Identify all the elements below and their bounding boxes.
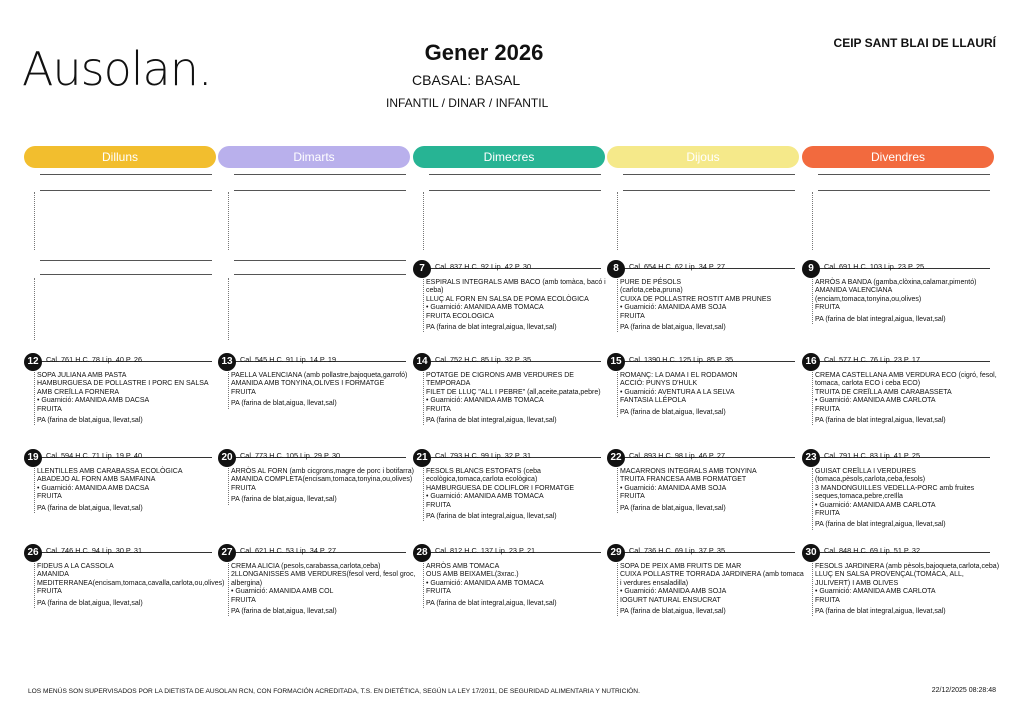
menu-dish: PURE DE PÉSOLS	[620, 279, 682, 286]
menu-dish: PAELLA VALENCIANA (amb pollastre,bajoqueta,garrofó)	[231, 372, 408, 379]
day-number-badge: 14	[413, 353, 431, 371]
menu-dish: TRUITA FRANCESA AMB FORMATGET	[620, 476, 747, 484]
menu-dish: ARRÒS A BANDA (gamba,clòxina,calamar,pimentó)	[815, 279, 977, 286]
empty-week-divider	[34, 192, 35, 250]
menu-dish: HAMBURGUESA DE POLLASTRE I PORC EN SALSA AMB CREÏLLA FORNERA	[37, 380, 209, 396]
menu-items	[423, 468, 612, 521]
menu-dish: FRUITA ECOLOGICA	[426, 312, 494, 320]
day-header-divendres: Divendres	[802, 146, 994, 168]
empty-day-line	[234, 274, 406, 275]
menu-dish: FRUITA	[231, 484, 256, 492]
menu-dish: • Guarnició: AVENTURA A LA SELVA	[620, 388, 735, 396]
menu-items	[423, 279, 612, 332]
menu-dish: • Guarnició: AMANIDA AMB SOJA	[620, 484, 727, 492]
menu-dish: LLUÇ EN SALSA PROVENÇAL(TOMACA, ALL, JULIVERT) I AMB OLIVES	[815, 571, 964, 587]
day-number-badge: 19	[24, 449, 42, 467]
day-header-dijous: Dijous	[607, 146, 799, 168]
day-header-dimecres: Dimecres	[413, 146, 605, 168]
menu-dish: • Guarnició: AMANIDA AMB CARLOTA	[815, 501, 936, 509]
menu-items	[812, 372, 1001, 425]
menu-dish: (enciam,tomaca,tonyina,ou,olives)	[815, 295, 922, 303]
empty-week-divider	[617, 192, 618, 250]
nutrition-info: Cal. 736 H.C. 69 Lip. 37 P. 35	[629, 546, 726, 555]
menu-dish: ESPIRALS INTEGRALS AMB BACO (amb tomàca, bacó i ceba)	[426, 279, 606, 295]
menu-dish: TRUITA DE CREÏLLA AMB CARABASSETA	[815, 388, 952, 396]
menu-dish: 3 MANDONGUILLES VEDELLA-PORC amb fruites seques,tomaca,pebre,creïlla	[815, 484, 975, 501]
day-header-dilluns: Dilluns	[24, 146, 216, 168]
empty-week-divider	[423, 192, 424, 250]
menu-dish: FRUITA	[37, 588, 62, 596]
menu-dish: FRUITA	[815, 596, 840, 604]
nutrition-info: Cal. 761 H.C. 78 Lip. 40 P. 26	[46, 355, 143, 364]
menu-dish: • Guarnició: AMANIDA AMB COL	[231, 588, 334, 596]
menu-dish: FRUITA	[231, 388, 256, 396]
day-header-dimarts: Dimarts	[218, 146, 410, 168]
menu-items	[812, 468, 1001, 530]
bread-note: PA (farina de blat,aigua, llevat,sal)	[620, 408, 726, 416]
day-number-badge: 16	[802, 353, 820, 371]
menu-dish: SOPA JULIANA AMB PASTA	[37, 372, 127, 379]
bread-note: PA (farina de blat,aigua, llevat,sal)	[37, 417, 143, 425]
menu-dish: CREMA ALICIA (pesols,carabassa,carlota,ceba)	[231, 563, 381, 570]
nutrition-info: Cal. 837 H.C. 92 Lip. 42 P. 30	[435, 262, 532, 271]
menu-items	[228, 372, 417, 409]
menu-items	[617, 372, 806, 417]
empty-week-divider	[812, 192, 813, 250]
bread-note: PA (farina de blat integral,aigua, llevat,sal)	[815, 521, 946, 529]
bread-note: PA (farina de blat integral,aigua, llevat,sal)	[426, 417, 557, 425]
nutrition-info: Cal. 545 H.C. 91 Lip. 14 P. 19	[240, 355, 337, 364]
day-number-badge: 7	[413, 260, 431, 278]
menu-dish: FRUITA	[620, 493, 645, 501]
empty-week-line	[818, 190, 990, 191]
menu-dish: ARRÒS AL FORN (amb cicgrons,magre de porc i botifarra)	[231, 468, 414, 475]
menu-dish: OUS AMB BEIXAMEL(3xrac.)	[426, 571, 519, 579]
menu-dish: FESOLS JARDINERA (amb pèsols,bajoqueta,carlota,ceba)	[815, 563, 1000, 570]
menu-dish: FRUITA	[37, 493, 62, 501]
empty-week-line	[429, 190, 601, 191]
bread-note: PA (farina de blat,aigua, llevat,sal)	[620, 608, 726, 616]
menu-items	[423, 563, 612, 608]
print-timestamp: 22/12/2025 08:28:48	[931, 687, 996, 694]
day-number-badge: 9	[802, 260, 820, 278]
day-number-badge: 23	[802, 449, 820, 467]
bread-note: PA (farina de blat,aigua, llevat,sal)	[37, 504, 143, 512]
menu-items	[423, 372, 612, 425]
empty-week-line	[429, 174, 601, 175]
school-name: CEIP SANT BLAI DE LLAURÍ	[833, 36, 996, 50]
menu-dish: FILET DE LLUÇ "ALL I PEBRE" (all,aceite,patata,pebre)	[426, 388, 601, 396]
menu-type: INFANTIL / DINAR / INFANTIL	[386, 96, 549, 110]
bread-note: PA (farina de blat,aigua, llevat,sal)	[620, 504, 726, 512]
empty-week-line	[234, 174, 406, 175]
empty-week-line	[623, 174, 795, 175]
day-number-badge: 12	[24, 353, 42, 371]
menu-dish: FRUITA	[37, 405, 62, 413]
bread-note: PA (farina de blat integral,aigua, llevat,sal)	[815, 608, 946, 616]
nutrition-info: Cal. 621 H.C. 53 Lip. 34 P. 27	[240, 546, 337, 555]
bread-note: PA (farina de blat integral,aigua, llevat,sal)	[815, 417, 946, 425]
day-number-badge: 20	[218, 449, 236, 467]
ausolan-logo: Ausolan.	[22, 42, 212, 96]
day-number-badge: 21	[413, 449, 431, 467]
menu-dish: 2LLONGANISSES AMB VERDURES(fesol verd, fesol groc, albergina)	[231, 571, 416, 587]
menu-items	[617, 468, 806, 513]
bread-note: PA (farina de blat,aigua, llevat,sal)	[620, 324, 726, 332]
menu-dish: FIDEUS A LA CASSOLA	[37, 563, 114, 570]
menu-dish: MACARRONS INTEGRALS AMB TONYINA	[620, 468, 757, 475]
menu-dish: FRUITA	[815, 510, 840, 518]
menu-dish: • Guarnició: AMANIDA AMB SOJA	[620, 588, 727, 596]
menu-dish: AMANIDA MEDITERRANEA(encisam,tomaca,cavalla,carlota,ou,olives)	[37, 571, 225, 587]
nutrition-info: Cal. 654 H.C. 62 Lip. 34 P. 27	[629, 262, 726, 271]
menu-dish: POTATGE DE CIGRONS AMB VERDURES DE TEMPORADA	[426, 372, 574, 388]
menu-items	[228, 468, 417, 505]
bread-note: PA (farina de blat,aigua, llevat,sal)	[37, 599, 143, 607]
day-number-badge: 8	[607, 260, 625, 278]
menu-dish: FRUITA	[815, 405, 840, 413]
empty-day-divider	[228, 278, 229, 340]
day-number-badge: 27	[218, 544, 236, 562]
menu-items	[812, 563, 1001, 616]
menu-dish: ROMANÇ: LA DAMA I EL RODAMON	[620, 372, 738, 379]
menu-dish: • Guarnició: AMANIDA AMB TOMACA	[426, 304, 544, 312]
day-number-badge: 28	[413, 544, 431, 562]
day-number-badge: 13	[218, 353, 236, 371]
menu-code: CBASAL: BASAL	[412, 72, 521, 88]
menu-dish: FRUITA	[426, 588, 451, 596]
menu-dish: FESOLS BLANCS ESTOFATS (ceba ecològica,tomaca,carlota ecològica)	[426, 468, 541, 484]
menu-dish: AMANIDA AMB TONYINA,OLIVES I FORMATGE	[231, 380, 385, 388]
bread-note: PA (farina de blat,aigua, llevat,sal)	[231, 400, 337, 408]
menu-dish: • Guarnició: AMANIDA AMB DACSA	[37, 484, 150, 492]
empty-day-divider	[34, 278, 35, 340]
menu-dish: FRUITA	[620, 312, 645, 320]
menu-dish: IOGURT NATURAL ENSUCRAT	[620, 596, 721, 604]
bread-note: PA (farina de blat integral,aigua, llevat,sal)	[426, 513, 557, 521]
empty-day-line	[234, 260, 406, 261]
day-number-badge: 26	[24, 544, 42, 562]
nutrition-info: Cal. 746 H.C. 94 Lip. 30 P. 31	[46, 546, 143, 555]
bread-note: PA (farina de blat integral,aigua, llevat,sal)	[426, 599, 557, 607]
menu-dish: • Guarnició: AMANIDA AMB DACSA	[37, 397, 150, 405]
bread-note: PA (farina de blat,aigua, llevat,sal)	[231, 608, 337, 616]
menu-dish: SOPA DE PEIX AMB FRUITS DE MAR	[620, 563, 742, 570]
day-number-badge: 15	[607, 353, 625, 371]
menu-dish: LLUÇ AL FORN EN SALSA DE POMA ECOLÒGICA	[426, 295, 589, 303]
menu-dish: FRUITA	[815, 304, 840, 312]
menu-dish: FANTASIA LLÉPOLA	[620, 397, 687, 405]
empty-day-line	[40, 260, 212, 261]
empty-week-divider	[228, 192, 229, 250]
day-number-badge: 30	[802, 544, 820, 562]
nutrition-info: Cal. 1390 H.C. 125 Lip. 85 P. 35	[629, 355, 734, 364]
bread-note: PA (farina de blat integral,aigua, llevat,sal)	[815, 315, 946, 323]
bread-note: PA (farina de blat integral,aigua, llevat,sal)	[426, 324, 557, 332]
menu-dish: • Guarnició: AMANIDA AMB TOMACA	[426, 579, 544, 587]
menu-dish: CREMA CASTELLANA AMB VERDURA ECO (cigró, fesol, tomaca, carlota ECO i ceba ECO)	[815, 372, 997, 388]
dietitian-note: LOS MENÚS SON SUPERVISADOS POR LA DIETISTA DE AUSOLAN RCN, CON FORMACIÓN ACREDITADA, T.S. EN DIETÉTICA, SEGÚN LA LEY 17/2011, DE SEGURIDAD ALIMENTARIA Y NUTRICIÓN.	[28, 688, 640, 695]
menu-dish: GUISAT CREÏLLA I VERDURES (tomaca,pèsols,carlota,ceba,fesols)	[815, 468, 926, 484]
menu-title: Gener 2026	[424, 40, 544, 65]
nutrition-info: Cal. 812 H.C. 137 Lip. 23 P. 21	[435, 546, 536, 555]
empty-week-line	[234, 190, 406, 191]
menu-dish: CUIXA POLLASTRE TORRADA JARDINERA (amb tomaca i verdures ensaladilla)	[620, 571, 804, 587]
menu-dish: ACCIÓ: PUNYS D'HULK	[620, 380, 698, 388]
day-number-badge: 22	[607, 449, 625, 467]
empty-week-line	[40, 190, 212, 191]
menu-dish: • Guarnició: AMANIDA AMB TOMACA	[426, 397, 544, 405]
menu-dish: HAMBURGUESA DE COLIFLOR I FORMATGE	[426, 484, 575, 492]
empty-week-line	[623, 190, 795, 191]
menu-dish: • Guarnició: AMANIDA AMB CARLOTA	[815, 397, 936, 405]
nutrition-info: Cal. 691 H.C. 103 Lip. 23 P. 25	[824, 262, 925, 271]
menu-items	[34, 468, 223, 513]
menu-items	[34, 372, 223, 425]
menu-dish: ARRÒS AMB TOMACA	[426, 563, 500, 570]
menu-dish: FRUITA	[426, 405, 451, 413]
menu-dish: • Guarnició: AMANIDA AMB CARLOTA	[815, 588, 936, 596]
menu-dish: FRUITA	[426, 501, 451, 509]
menu-items	[617, 279, 806, 332]
nutrition-info: Cal. 773 H.C. 105 Lip. 29 P. 30	[240, 451, 341, 460]
menu-dish: AMANIDA COMPLETA(encisam,tomaca,tonyina,ou,olives)	[231, 476, 413, 484]
nutrition-info: Cal. 752 H.C. 85 Lip. 32 P. 35	[435, 355, 532, 364]
menu-dish: FRUITA	[231, 596, 256, 604]
nutrition-info: Cal. 577 H.C. 76 Lip. 23 P. 17	[824, 355, 921, 364]
menu-items	[617, 563, 806, 616]
nutrition-info: Cal. 791 H.C. 83 Lip. 41 P. 25	[824, 451, 921, 460]
menu-dish: ABADEJO AL FORN AMB SAMFAINA	[37, 476, 156, 484]
menu-dish: (carlota,ceba,pruna)	[620, 287, 683, 295]
menu-dish: CUIXA DE POLLASTRE ROSTIT AMB PRUNES	[620, 295, 772, 303]
menu-dish: AMANIDA VALENCIANA	[815, 287, 893, 295]
menu-items	[228, 563, 417, 616]
day-number-badge: 29	[607, 544, 625, 562]
nutrition-info: Cal. 594 H.C. 71 Lip. 19 P. 40	[46, 451, 143, 460]
menu-items	[34, 563, 223, 608]
nutrition-info: Cal. 893 H.C. 98 Lip. 46 P. 27	[629, 451, 726, 460]
menu-items	[812, 279, 1001, 324]
nutrition-info: Cal. 793 H.C. 99 Lip. 32 P. 31	[435, 451, 532, 460]
menu-dish: • Guarnició: AMANIDA AMB SOJA	[620, 304, 727, 312]
empty-day-line	[40, 274, 212, 275]
bread-note: PA (farina de blat,aigua, llevat,sal)	[231, 496, 337, 504]
menu-dish: • Guarnició: AMANIDA AMB TOMACA	[426, 493, 544, 501]
menu-dish: LLENTILLES AMB CARABASSA ECOLÒGICA	[37, 468, 183, 475]
nutrition-info: Cal. 848 H.C. 69 Lip. 51 P. 32	[824, 546, 921, 555]
empty-week-line	[40, 174, 212, 175]
empty-week-line	[818, 174, 990, 175]
